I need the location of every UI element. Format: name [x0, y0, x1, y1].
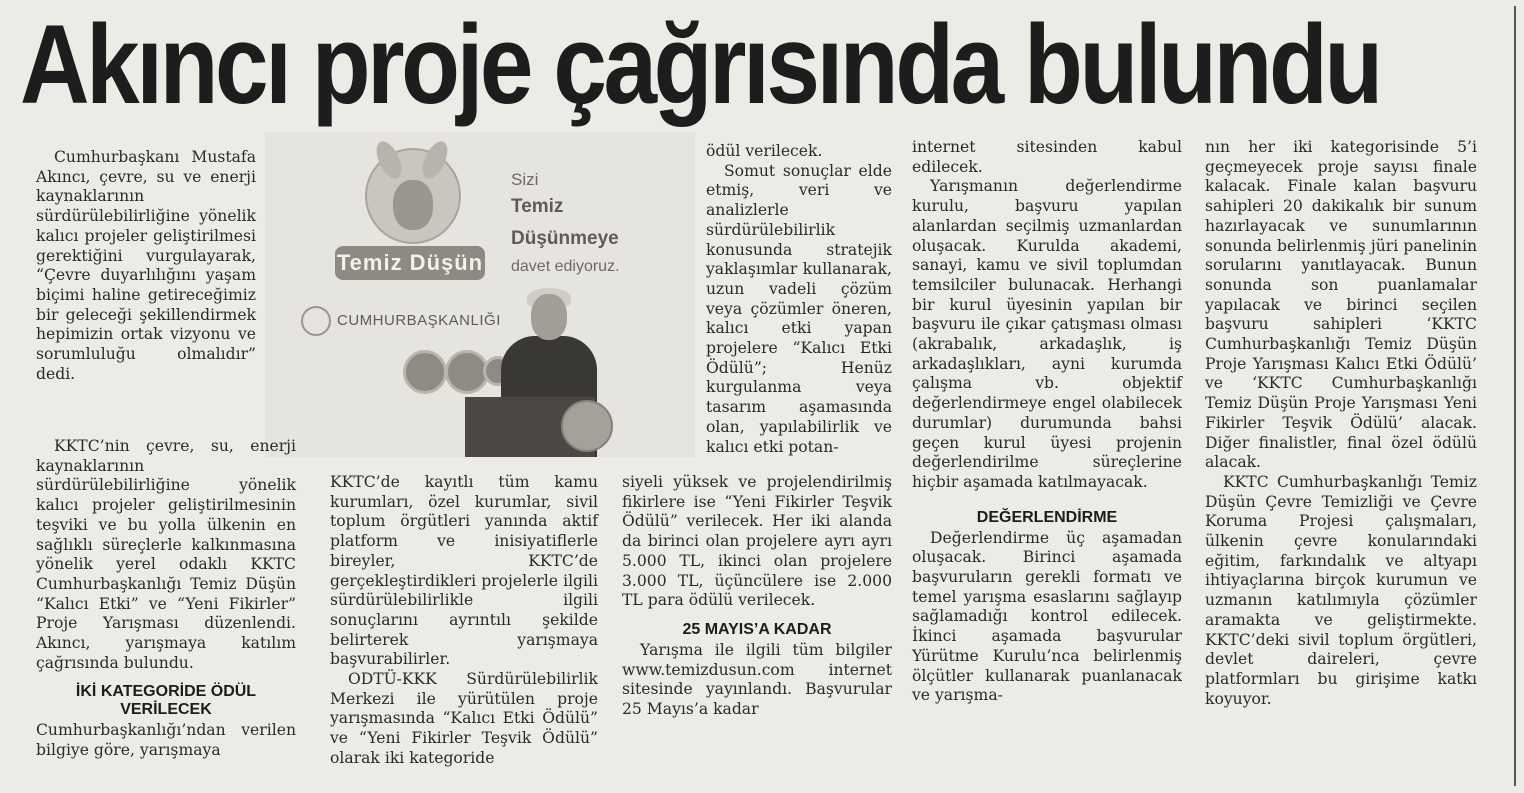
paragraph: siyeli yüksek ve projelendirilmiş fikirlere ise “Yeni Fikirler Teşvik Ödülü” verilecek. Her iki alanda da birinci olan projelere ayrı ayrı 5.000 TL, ikinci olan projelere 3.000 TL, üçüncülere ise 2.000 TL para ödülü verilecek. — [622, 473, 892, 610]
paragraph: ödül verilecek. — [706, 142, 823, 160]
paragraph: Cumhurbaşkanı Mustafa Akıncı, çevre, su ve enerji kaynaklarının sürdürülebilirliğine yönelik kalıcı projeler geliştirilmesi gerektiğini vurgulayarak, “Çevre duyarlılığını yaşam biçimi haline getireceğimiz bir geleceği şekillendirmek hepimizin ortak vizyonu ve sorumluluğu olmalıdır” dedi. — [36, 148, 256, 383]
column-4 — [912, 138, 1182, 706]
column-1-bottom — [36, 437, 296, 761]
paragraph: nın her iki kategorisinde 5’i geçmeyecek proje sayısı finale kalacak. Finale kalan başvuru sahipleri 20 dakikalık bir sunum hazırlayacak ve sunumlarının sonunda belirlenmiş jüri panelinin sorularını yanıtlayacak. Bunun sonunda son puanlamalar yapılacak ve birinci seçilen başvuru sahipleri ‘KKTC Cumhurbaşkanlığı Temiz Düşün Proje Yarışması Kalıcı Etki Ödülü’ ve ‘KKTC Cumhurbaşkanlığı Temiz Düşün Proje Yarışması Yeni Fikirler Teşvik Ödülü’ alacak. Diğer finalistler, final özel ödülü alacak. — [1205, 138, 1477, 472]
article-photo — [265, 132, 695, 457]
speaker-head — [531, 294, 567, 340]
paragraph: ODTÜ-KKK Sürdürülebilirlik Merkezi ile yürütülen proje yarışmasında “Kalıcı Etki Ödülü” ve “Yeni Fikirler Teşvik Ödülü” olarak iki kategoride — [330, 670, 598, 767]
tagline-line-1: Sizi — [511, 170, 539, 189]
paragraph: KKTC’de kayıtlı tüm kamu kurumları, özel kurumlar, sivil toplum örgütleri yanında aktif platform ve inisiyatiflerle bireyler, KKTC’de gerçekleştirdikleri projelerle ilgili sürdürülebilirlikle ilgili sonuçlarını ayrıntılı şekilde belirterek yarışmaya başvurabilirler. — [330, 473, 598, 669]
column-2 — [330, 473, 598, 769]
column-3-bottom — [622, 473, 892, 720]
paragraph: internet sitesinden kabul edilecek. — [912, 138, 1182, 176]
paragraph: KKTC Cumhurbaşkanlığı Temiz Düşün Çevre Temizliği ve Çevre Koruma Projesi çalışmaları, ülkenin çevre konularındaki eğitim, farkındalık ve altyapı ihtiyaçlarına birçok kurumun ve uzmanın katılımıyla çözümler aramakta ve geliştirmekte. KKTC’deki sivil toplum örgütleri, devlet daireleri, çevre platformları bu girişime katkı koyuyor. — [1205, 472, 1477, 708]
tagline-line-3: Düşünmeye — [511, 228, 619, 249]
paragraph: Değerlendirme üç aşamadan oluşacak. Birinci aşamada başvuruların gerekli formatı ve temel yarışma esaslarını sağlayıp sağlamadığı kontrol edilecek. İkinci aşamada başvurular Yürütme Kurulu’nca belirlenmiş ölçütler kullanarak puanlanacak ve yarışma- — [912, 528, 1182, 705]
subheading-25-mayis: 25 MAYIS’A KADAR — [682, 620, 832, 638]
column-1-top — [36, 148, 256, 384]
tagline-line-4: davet ediyoruz. — [511, 258, 620, 275]
headline: Akıncı proje çağrısında bulundu — [20, 2, 1380, 127]
seal-icon — [403, 350, 447, 394]
paragraph: Cumhurbaşkanlığı’ndan verilen bilgiye göre, yarışmaya — [36, 721, 296, 760]
emblem-icon — [301, 306, 331, 336]
donkey-mascot-small-icon — [561, 400, 613, 452]
paragraph: KKTC’nin çevre, su, enerji kaynaklarının sürdürülebilirliğine yönelik kalıcı projeler geliştirilmesinin teşviki ve bu yolla ülkenin en sağlıklı süreçlerle kalkınmasına yönelik yerel odaklı KKTC Cumhurbaşkanlığı Temiz Düşün “Kalıcı Etki” ve “Yeni Fikirler” Proje Yarışması düzenlendi. Akıncı, yarışmaya katılım çağrısında bulundu. — [36, 437, 296, 672]
donkey-mascot-icon — [365, 148, 461, 244]
subheading-degerlendirme: DEĞERLENDİRME — [976, 508, 1118, 526]
institution-label: CUMHURBAŞKANLIĞI — [337, 312, 501, 329]
column-3-top — [706, 142, 892, 457]
paragraph: Yarışmanın değerlendirme kurulu, başvuru yapılan alanlardan seçilmiş uzmanlardan oluşacak. Kurulda akademi, sanayi, kamu ve sivil toplumdan temsilciler bulunacak. Herhangi bir kurul üyesinin yapılan bir başvuru ile çıkar çatışması olması (akrabalık, arkadaşlık, iş arkadaşlıkları, ayni kurumda çalışma vb. objektif değerlendirmeye engel olabilecek durumlar) durumunda bahsi geçen kurul üyesi projenin değerlendirilme süreçlerine hiçbir aşamada katılmayacak. — [912, 177, 1182, 491]
paragraph: Somut sonuçlar elde etmiş, veri ve analizlerle sürdürülebilirlik konusunda stratejik yaklaşımlar kullanarak, uzun vadeli çözüm veya çözümler öneren, kalıcı etki yapan projelere “Kalıcı Etki Ödülü”; Henüz kurgulanma veya tasarım aşamasında olan, yapılabilirlik ve kalıcı etki potan- — [706, 161, 892, 456]
tagline-line-2: Temiz — [511, 196, 564, 217]
column-5 — [1205, 138, 1477, 709]
paragraph: Yarışma ile ilgili tüm bilgiler www.temizdusun.com internet sitesinde yayınlandı. Başvurular 25 Mayıs’a kadar — [622, 640, 892, 719]
subheading-iki-kategoride: İKİ KATEGORİDE ÖDÜL VERİLECEK — [75, 683, 257, 719]
temiz-dusun-logo: Temiz Düşün — [335, 246, 485, 280]
